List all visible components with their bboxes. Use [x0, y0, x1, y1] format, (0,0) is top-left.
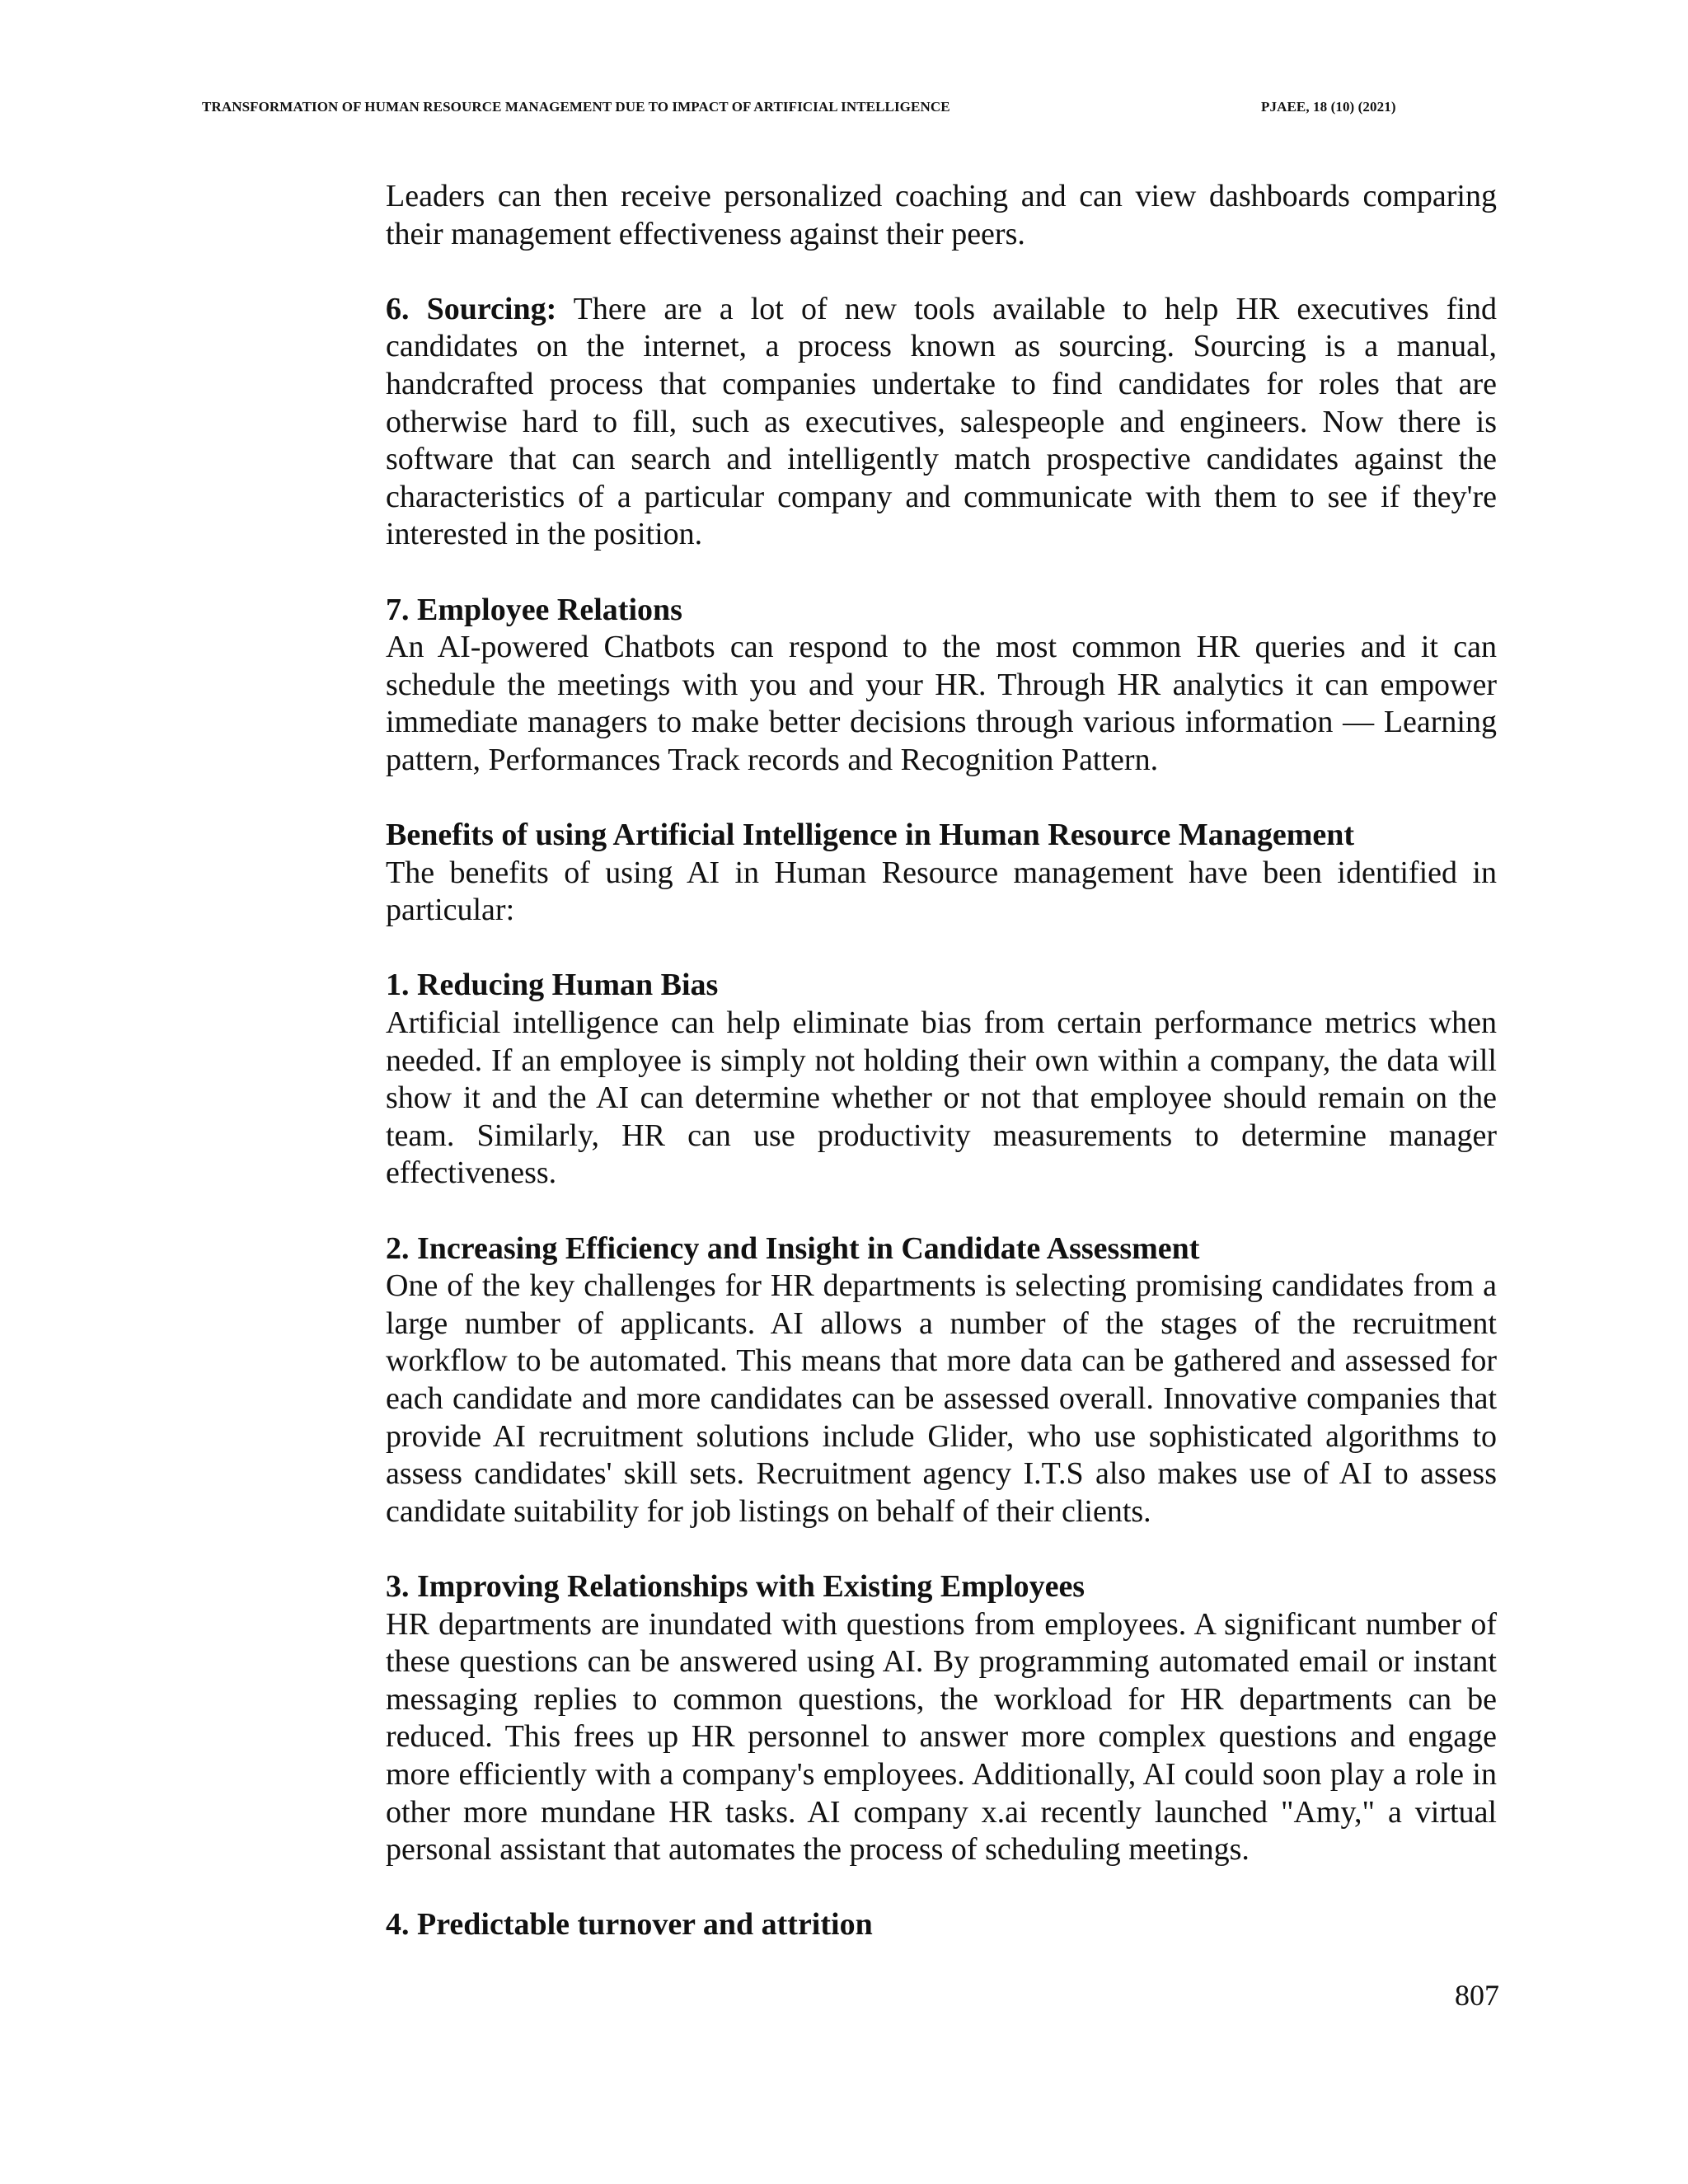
employee-relations-text: An AI-powered Chatbots can respond to the most common HR queries and it can schedule the meetings with you and your HR. Through HR analytics it can empower immediate managers to make better decisions through various information — Learning pattern, Performances Track records and Recognition Pattern.	[386, 630, 1497, 777]
employee-relations-heading: 7. Employee Relations	[386, 592, 682, 627]
benefits-text: The benefits of using AI in Human Resource management have been identified in particular:	[386, 855, 1497, 928]
intro-paragraph: Leaders can then receive personalized coaching and can view dashboards comparing their management effectiveness against their peers.	[386, 179, 1497, 251]
relationships-text: HR departments are inundated with questions from employees. A significant number of these questions can be answered using AI. By programming automated email or instant messaging replies to common questions, the workload for HR departments can be reduced. This frees up HR personnel to answer more complex questions and engage more efficiently with a company's employees. Additionally, AI could soon play a role in other more mundane HR tasks. AI company x.ai recently launched "Amy," a virtual personal assistant that automates the process of scheduling meetings.	[386, 1606, 1497, 1868]
turnover-heading: 4. Predictable turnover and attrition	[386, 1907, 873, 1943]
page-number: 807	[1455, 1979, 1499, 2012]
running-head-title: TRANSFORMATION OF HUMAN RESOURCE MANAGEMENT DUE TO IMPACT OF ARTIFICIAL INTELLIGENCE	[202, 99, 950, 115]
running-head	[202, 99, 1471, 119]
benefits-section	[386, 817, 1497, 930]
sourcing-paragraph	[386, 291, 1497, 554]
page-body	[386, 178, 1497, 1982]
running-head-journal: PJAEE, 18 (10) (2021)	[1261, 99, 1396, 115]
employee-relations-section	[386, 592, 1497, 780]
sourcing-heading: 6. Sourcing:	[386, 291, 557, 326]
relationships-section	[386, 1568, 1497, 1869]
relationships-heading: 3. Improving Relationships with Existing Employees	[386, 1568, 1085, 1604]
efficiency-heading: 2. Increasing Efficiency and Insight in Candidate Assessment	[386, 1230, 1200, 1266]
efficiency-text: One of the key challenges for HR departments is selecting promising candidates from a large number of applicants. AI allows a number of the stages of the recruitment workflow to be automated. This means that more data can be gathered and assessed for each candidate and more candidates can be assessed overall. Innovative companies that provide AI recruitment solutions include Glider, who use sophisticated algorithms to assess candidates' skill sets. Recruitment agency I.T.S also makes use of AI to assess candidate suitability for job listings on behalf of their clients.	[386, 1268, 1497, 1529]
turnover-section	[386, 1906, 1497, 1944]
reducing-bias-text: Artificial intelligence can help eliminate bias from certain performance metrics when needed. If an employee is simply not holding their own within a company, the data will show it and the AI can determine whether or not that employee should remain on the team. Similarly, HR can use productivity measurements to determine manager effectiveness.	[386, 1005, 1497, 1191]
reducing-bias-heading: 1. Reducing Human Bias	[386, 968, 719, 1003]
efficiency-section	[386, 1230, 1497, 1531]
sourcing-text: There are a lot of new tools available to help HR executives find candidates on the internet, a process known as sourcing. Sourcing is a manual, handcrafted process that companies undertake to find candidates for roles that are otherwise hard to fill, such as executives, salespeople and engineers. Now there is software that can search and intelligently match prospective candidates against the characteristics of a particular company and communicate with them to see if they're interested in the position.	[386, 291, 1497, 552]
reducing-bias-section	[386, 967, 1497, 1193]
benefits-heading: Benefits of using Artificial Intelligence in Human Resource Management	[386, 818, 1355, 853]
